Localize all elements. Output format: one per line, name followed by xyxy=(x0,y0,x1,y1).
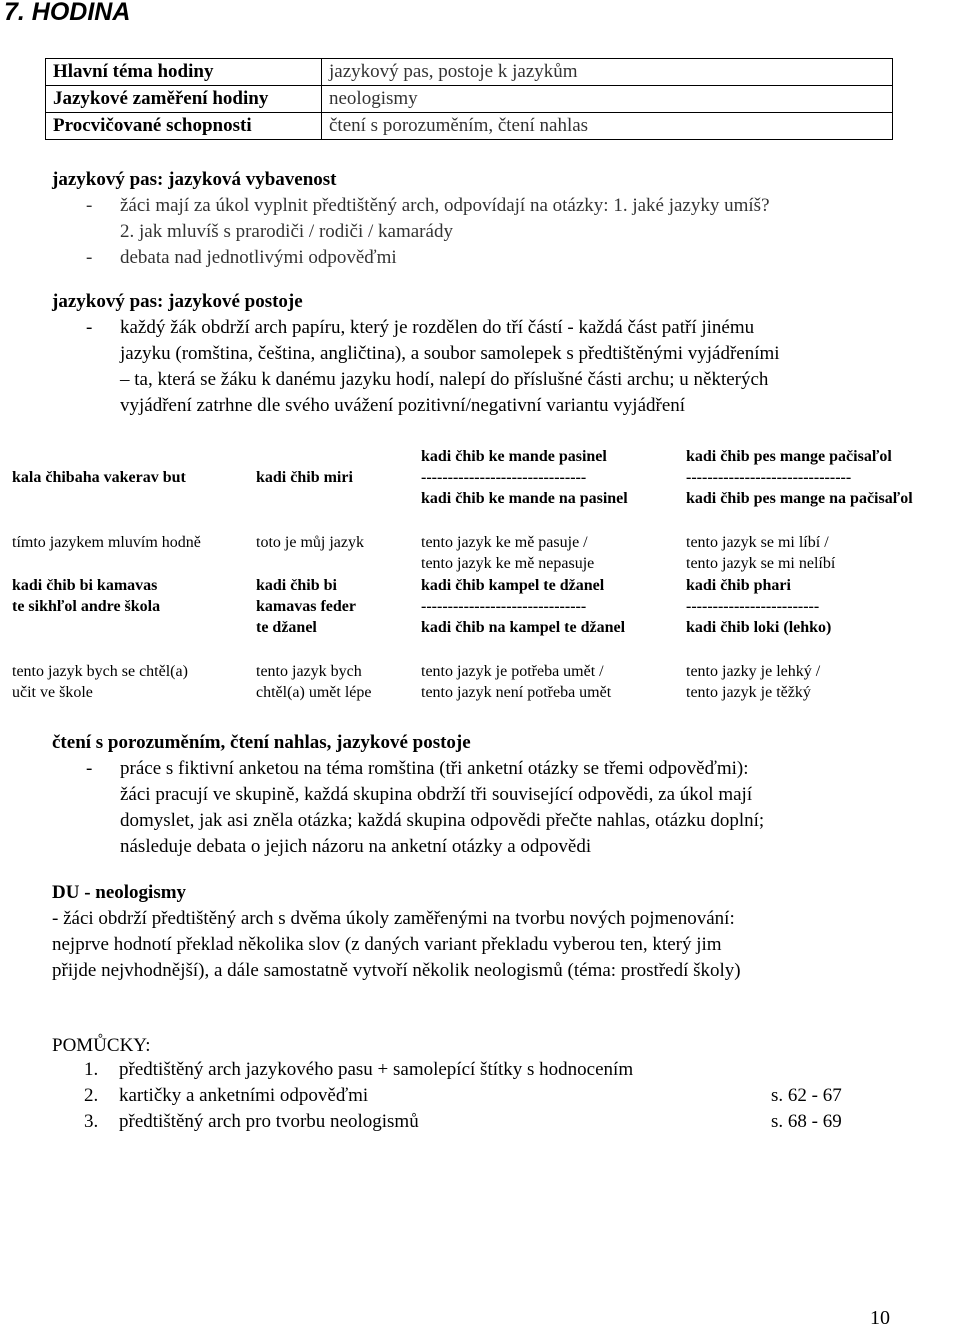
page-reference: s. 68 - 69 xyxy=(771,1111,842,1132)
list-number: 1. xyxy=(84,1059,99,1080)
info-value: neologismy xyxy=(322,86,893,113)
lesson-info-table xyxy=(45,58,893,140)
paragraph-line: nejprve hodnotí překlad několika slov (z daných variant překladu vyberou ten, který jim xyxy=(52,934,722,955)
info-label: Jazykové zaměření hodiny xyxy=(46,86,322,113)
info-label: Hlavní téma hodiny xyxy=(46,59,322,86)
table-row xyxy=(46,113,893,140)
list-number: 2. xyxy=(84,1085,99,1106)
dash-bullet: - xyxy=(86,195,93,216)
sticker-text: tento jazky je lehký / tento jazyk je těžký xyxy=(686,663,821,701)
sticker-text: toto je můj jazyk xyxy=(256,534,364,551)
info-value: jazykový pas, postoje k jazykům xyxy=(322,59,893,86)
page-reference: s. 62 - 67 xyxy=(771,1085,842,1106)
list-item: - každý žák obdrží arch papíru, který je rozdělen do tří částí - každá část patří jinému jazyku (romština, čeština, angličtina), a soubor samolepek s předtištěnými vyjádřeními – ta, která se žáku k danému jazyku hodí, nalepí do příslušné části archu; u některých vyjádření zatrhne dle svého uvážení pozitivní/negativní variantu vyjádření xyxy=(86,317,780,416)
dash-bullet: - xyxy=(86,758,93,779)
list-item: kartičky a anketními odpověďmi xyxy=(119,1085,369,1106)
sticker-text: kadi čhib kampel te džanel ------------------------------- kadi čhib na kampel te džanel xyxy=(421,577,626,636)
table-row xyxy=(46,59,893,86)
list-item: předtištěný arch jazykového pasu + samolepící štítky s hodnocením xyxy=(119,1059,634,1080)
dash-bullet: - xyxy=(86,247,93,268)
section-reading xyxy=(52,730,764,860)
sticker-text: tento jazyk je potřeba umět / tento jazyk není potřeba umět xyxy=(421,663,612,701)
sticker-text: tento jazyk ke mě pasuje / tento jazyk ke mě nepasuje xyxy=(421,534,595,572)
sticker-text: kadi čhib bi kamavas te sikhľol andre škola xyxy=(12,577,161,615)
list-item: - debata nad jednotlivými odpověďmi xyxy=(52,245,770,271)
list-item: předtištěný arch pro tvorbu neologismů xyxy=(119,1111,419,1132)
table-row xyxy=(46,86,893,113)
sticker-text: kadi čhib miri xyxy=(256,469,353,486)
section-heading: jazykový pas: jazykové postoje xyxy=(52,291,303,312)
page-title: 7. HODINA xyxy=(4,0,131,26)
list-item: - práce s fiktivní anketou na téma romština (tři anketní otázky se třemi odpověďmi): žáci pracují ve skupině, každá skupina obdrží tři související odpovědi, za úkol mají domyslet, jak asi zněla otázka; každá skupina odpovědi přečte nahlas, otázku doplní; následuje debata o jejich názoru na anketní otázky a odpovědi xyxy=(86,758,765,857)
sticker-text: kadi čhib pes mange pačisaľol ------------------------------- kadi čhib pes mange na pačisaľol xyxy=(686,448,913,507)
list-item: - žáci mají za úkol vyplnit předtištěný arch, odpovídají na otázky: 1. jaké jazyky umíš? 2. jak mluvíš s prarodiči / rodiči / kamarády xyxy=(86,195,770,242)
paragraph-line: - žáci obdrží předtištěný arch s dvěma úkoly zaměřenými na tvorbu nových pojmenování: xyxy=(52,908,735,929)
section-language-equipment xyxy=(52,167,770,271)
sticker-text: tento jazyk bych se chtěl(a) učit ve škole xyxy=(12,663,188,701)
info-label: Procvičované schopnosti xyxy=(46,113,322,140)
page-number: 10 xyxy=(870,1307,890,1329)
dash-bullet: - xyxy=(86,317,93,338)
section-heading: čtení s porozuměním, čtení nahlas, jazykové postoje xyxy=(52,732,471,753)
sticker-text: tímto jazykem mluvím hodně xyxy=(12,534,201,551)
sticker-text: tento jazyk bych chtěl(a) umět lépe xyxy=(256,663,372,701)
sticker-text: kadi čhib ke mande pasinel ------------------------------- kadi čhib ke mande na pasinel xyxy=(421,448,628,507)
section-language-attitudes xyxy=(52,289,780,419)
section-heading: jazykový pas: jazyková vybavenost xyxy=(52,169,337,190)
section-heading: DU - neologismy xyxy=(52,882,187,903)
sticker-text: kadi čhib phari ------------------------- kadi čhib loki (lehko) xyxy=(686,577,832,636)
sticker-text: kadi čhib bi kamavas feder te džanel xyxy=(256,577,356,636)
list-number: 3. xyxy=(84,1111,99,1132)
sticker-text: tento jazyk se mi líbí / tento jazyk se mi nelíbí xyxy=(686,534,836,572)
section-homework xyxy=(52,880,741,984)
paragraph-line: přijde nejvhodnější), a dále samostatně vytvoří několik neologismů (téma: prostředí školy) xyxy=(52,960,741,981)
info-value: čtení s porozuměním, čtení nahlas xyxy=(322,113,893,140)
aids-heading: POMŮCKY: xyxy=(52,1035,151,1056)
sticker-text: kala čhibaha vakerav but xyxy=(12,469,186,486)
